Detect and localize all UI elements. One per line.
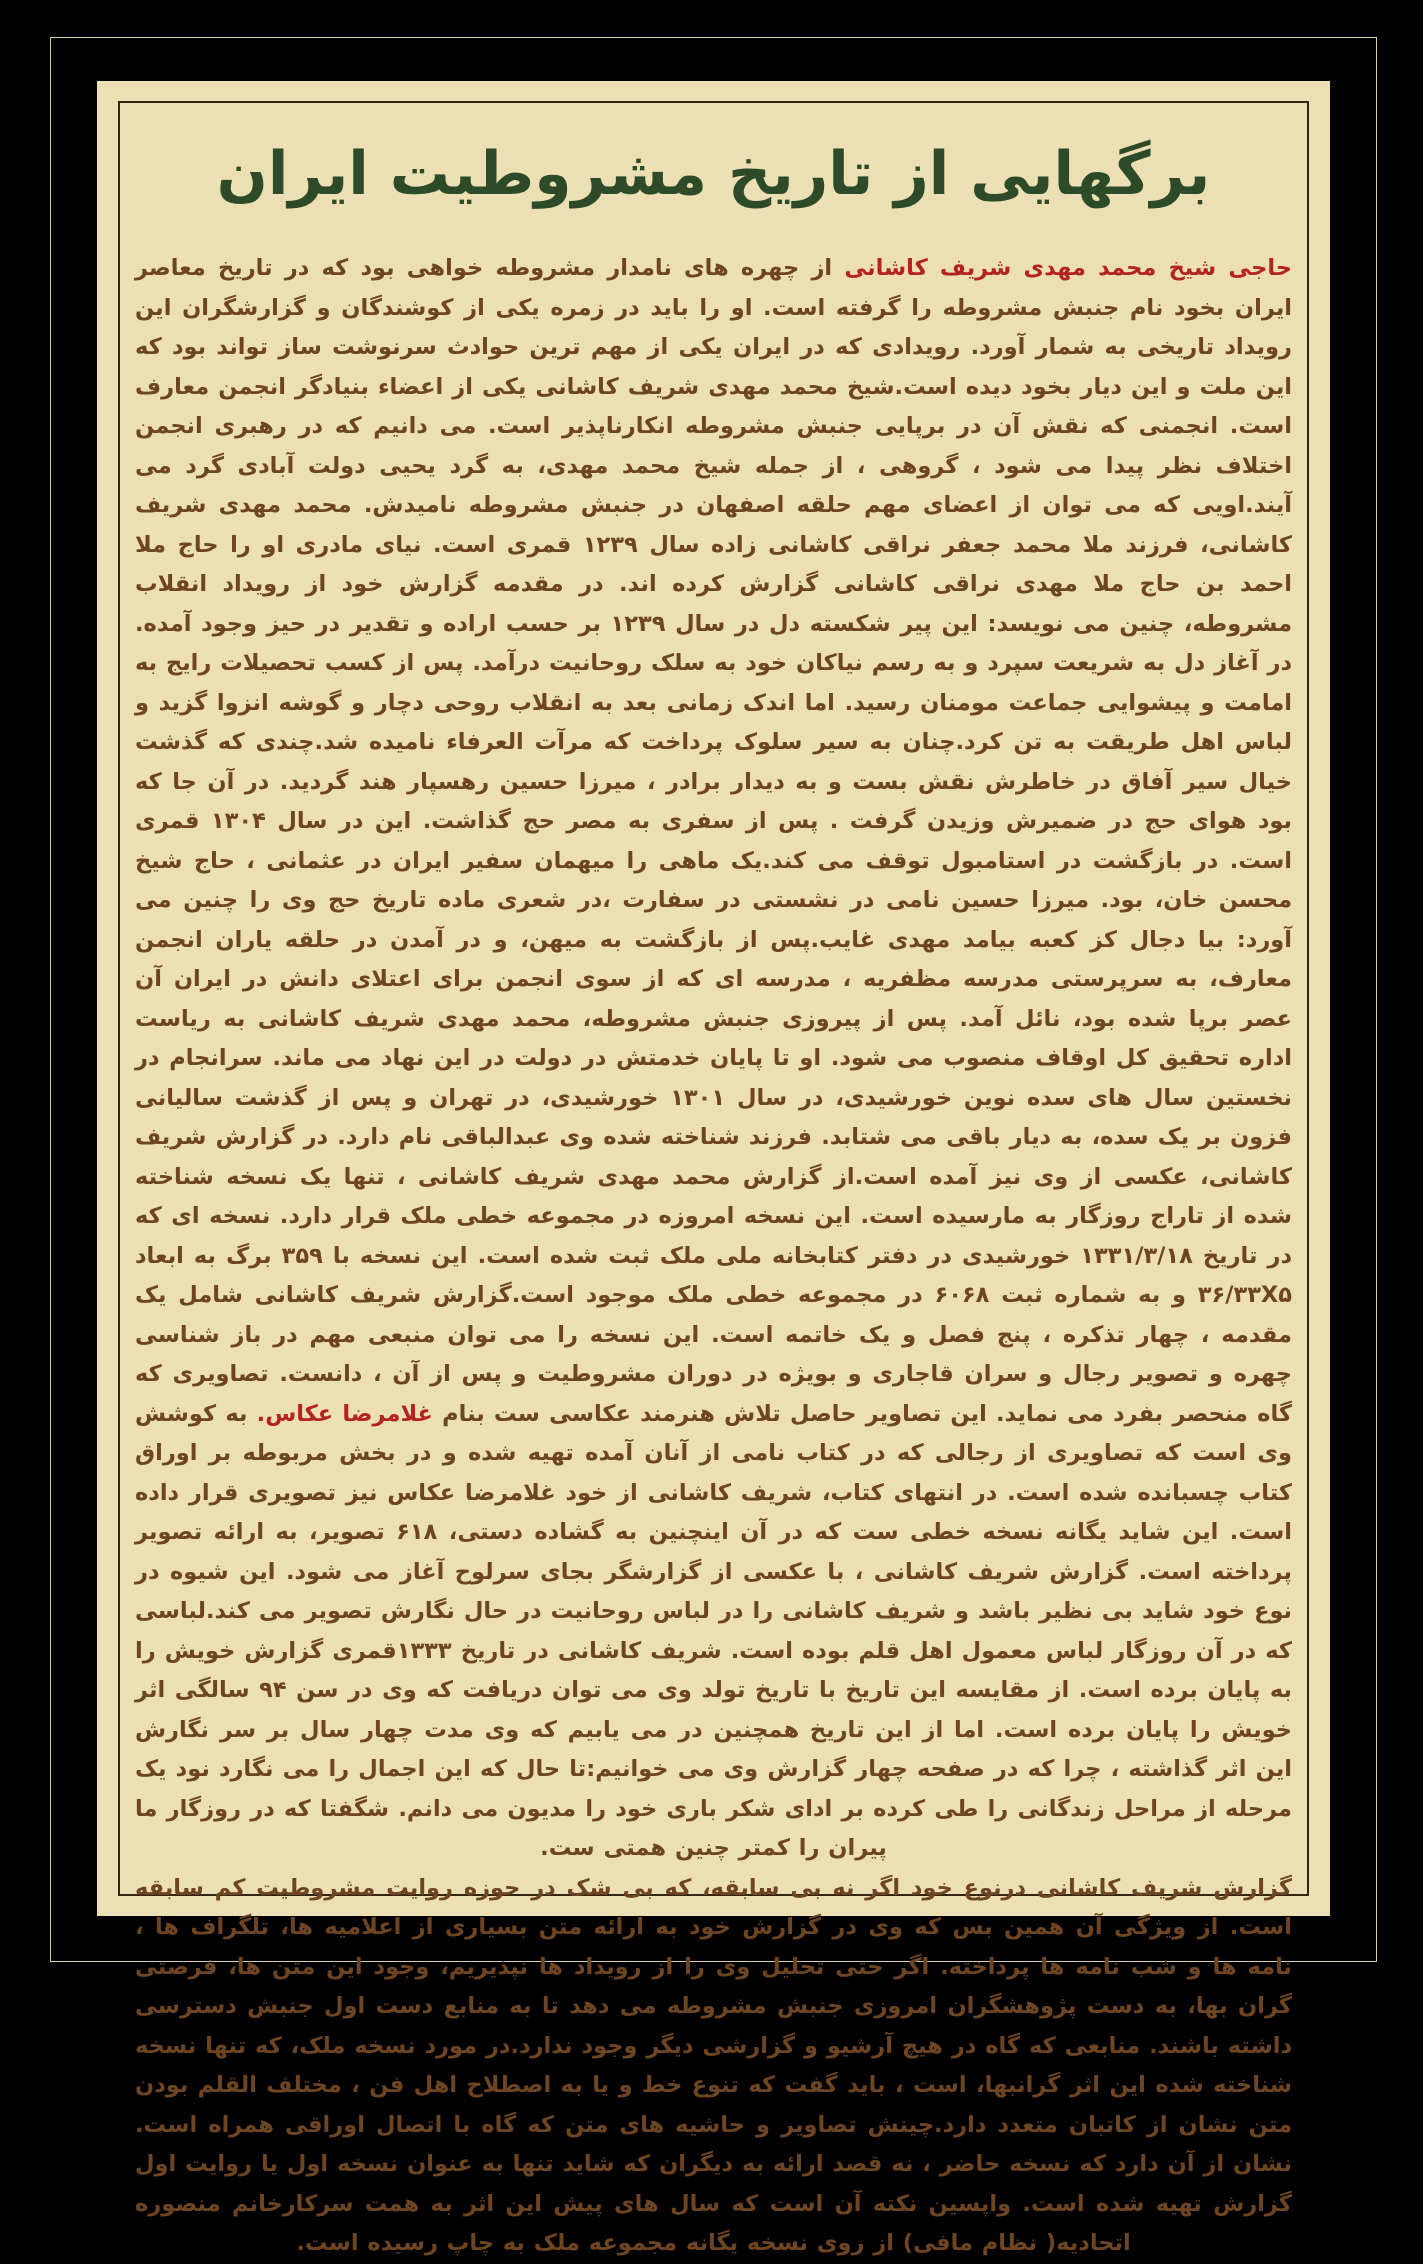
document-page	[97, 81, 1330, 2256]
page-content	[135, 115, 1293, 2256]
highlighted-name-sharif-kashani: حاجی شیخ محمد مهدی شریف کاشانی	[832, 255, 1292, 281]
body-text-segment: به کوشش وی است که تصاویری از رجالی که در کتاب نامی از آنان آمده تهیه شده و در بخش مربوطه بر اوراق کتاب چسبانده شده است. در انتهای کتاب، شریف کاشانی از خود غلامرضا عکاس نیز تصویری قرار داده است. این شاید یگانه نسخه خطی ست که در آن اینچنین به گشاده دستی، ۶۱۸ تصویر، به ارائه تصویر پرداخته است. گزارش شریف کاشانی ، با عکسی از گزارشگر بجای سرلوح آغاز می شود. این شیوه در نوع خود شاید بی نظیر باشد و شریف کاشانی را در لباس روحانیت در حال نگارش تصویر می کند.لباسی که در آن روزگار لباس معمول اهل قلم بوده است. شریف کاشانی در تاریخ ۱۳۳۳قمری گزارش خویش را به پایان برده است. از مقایسه این تاریخ با تاریخ تولد وی می توان دریافت که وی در سن ۹۴ سالگی اثر خویش را پایان برده است. اما از این تاریخ همچنین در می یابیم که وی مدت چهار سال بر سر نگارش این اثر گذاشته ، چرا که در صفحه چهار گزارش وی می خوانیم:تا حال که این اجمال را می نگارد نود یک مرحله از مراحل زندگانی را طی کرده بر ادای شکر باری خود را مدیون می دانم. شگفتا که در روزگار ما پیران را کمتر چنین همتی ست.	[135, 1400, 1292, 1861]
body-text-segment: از چهره های نامدار مشروطه خواهی بود که در تاریخ معاصر ایران بخود نام جنبش مشروطه را گرفته است. او را باید در زمره یکی از کوشندگان و گزارشگران این رویداد تاریخی به شمار آورد. رویدادی که در ایران یکی از مهم ترین حوادث سرنوشت ساز تواند بود که این ملت و این دیار بخود دیده است.شیخ محمد مهدی شریف کاشانی یکی از اعضاء بنیادگر انجمن معارف است. انجمنی که نقش آن در برپایی جنبش مشروطه انکارناپذیر است. می دانیم که در رهبری انجمن اختلاف نظر پیدا می شود ، گروهی ، از جمله شیخ محمد مهدی، به گرد یحیی دولت آبادی گرد می آیند.اویی که می توان از اعضای مهم حلقه اصفهان در جنبش مشروطه نامیدش. محمد مهدی شریف کاشانی، فرزند ملا محمد جعفر نراقی کاشانی زاده سال ۱۲۳۹ قمری است. نیای مادری او را حاج ملا احمد بن حاج ملا مهدی نراقی کاشانی گزارش کرده اند. در مقدمه گزارش خود از رویداد انقلاب مشروطه، چنین می نویسد: این پیر شکسته دل در سال ۱۲۳۹ بر حسب اراده و تقدیر در حیز وجود آمده. در آغاز دل به شریعت سپرد و به رسم نیاکان خود به سلک روحانیت درآمد. پس از کسب تحصیلات رایج به امامت و پیشوایی جماعت مومنان رسید. اما اندک زمانی بعد به انقلاب روحی دچار و گوشه انزوا گزید و لباس اهل طریقت به تن کرد.چنان به سیر سلوک پرداخت که مرآت العرفاء نامیده شد.چندی که گذشت خیال سیر آفاق در خاطرش نقش بست و به دیدار برادر ، میرزا حسین رهسپار هند گردید. در آن جا که بود هوای حج در ضمیرش وزیدن گرفت . پس از سفری به مصر حج گذاشت. این در سال ۱۳۰۴ قمری است. در بازگشت در استامبول توقف می کند.یک ماهی را میهمان سفیر ایران در عثمانی ، حاج شیخ محسن خان، بود. میرزا حسین نامی در نشستی در سفارت ،در شعری ماده تاریخ حج وی را چنین می آورد: بیا دجال کز کعبه بیامد مهدی غایب.پس از بازگشت به میهن، و در آمدن در حلقه یاران انجمن معارف، به سرپرستی مدرسه مظفریه ، مدرسه ای که از سوی انجمن برای اعتلای دانش در ایران آن عصر برپا شده بود، نائل آمد. پس از پیروزی جنبش مشروطه، محمد مهدی شریف کاشانی به ریاست اداره تحقیق کل اوقاف منصوب می شود. او تا پایان خدمتش در دولت در این نهاد می ماند. سرانجام در نخستین سال های سده نوین خورشیدی، در سال ۱۳۰۱ خورشیدی، در تهران و پس از گذشت سالیانی فزون بر یک سده، به دیار باقی می شتابد. فرزند شناخته شده وی عبدالباقی نام دارد. در گزارش شریف کاشانی، عکسی از وی نیز آمده است.از گزارش محمد مهدی شریف کاشانی ، تنها یک نسخه شناخته شده از تاراج روزگار به مارسیده است. این نسخه امروزه در مجموعه خطی ملک قرار دارد. نسخه ای که در تاریخ ۱۳۳۱/۳/۱۸ خورشیدی در دفتر کتابخانه ملی ملک ثبت شده است. این نسخه با ۳۵۹ برگ به ابعاد ⁦۳۶/۳۳X۵⁩ و به شماره ثبت ۶۰۶۸ در مجموعه خطی ملک موجود است.گزارش شریف کاشانی شامل یک مقدمه ، چهار تذکره ، پنج فصل و یک خاتمه است. این نسخه را می توان منبعی مهم در باز شناسی چهره و تصویر رجال و سران قاجاری و بویژه در دوران مشروطیت و پس از آن ، دانست. تصاویری که گاه منحصر بفرد می نماید. این تصاویر حاصل تلاش هنرمند عکاسی ست بنام	[135, 255, 1293, 1427]
page-title: برگهایی از تاریخ مشروطیت ایران	[216, 139, 1211, 209]
highlighted-name-gholamreza-akkas: غلامرضا عکاس.	[256, 1400, 433, 1427]
body-text-segment: گزارش شریف کاشانی درنوع خود اگر نه بی سابقه، که بی شک در حوزه روایت مشروطیت کم سابقه است. از ویژگی آن همین بس که وی در گزارش خود به ارائه متن بسیاری از اعلامیه ها، تلگراف ها ، نامه ها و شب نامه ها پرداخته. اگر حتی تحلیل وی را از رویداد ها نپذیریم، وجود این متن ها، فرصتی گران بها، به دست پژوهشگران امروزی جنبش مشروطه می دهد تا به منابع دست اول جنبش دسترسی داشته باشند. منابعی که گاه در هیچ آرشیو و گزارشی دیگر وجود ندارد.در مورد نسخه ملک، که تنها نسخه شناخته شده این اثر گرانبها، است ، باید گفت که تنوع خط و یا به اصطلاح اهل فن ، مختلف القلم بودن متن نشان از کاتبان متعدد دارد.چینش تصاویر و حاشیه های متن که گاه با اتصال اوراقی همراه است. نشان از آن دارد که نسخه حاضر ، نه قصد ارائه به دیگران که شاید تنها به عنوان نسخه اول یا روایت اول گزارش تهیه شده است. واپسین نکته آن است که سال های پیش این اثر به همت سرکارخانم منصوره اتحادیه( نظام مافی) از روی نسخه یگانه مجموعه ملک به چاپ رسیده است.	[135, 1874, 1292, 2256]
paragraph-2	[135, 1869, 1292, 2264]
paragraph-1	[135, 249, 1292, 1869]
